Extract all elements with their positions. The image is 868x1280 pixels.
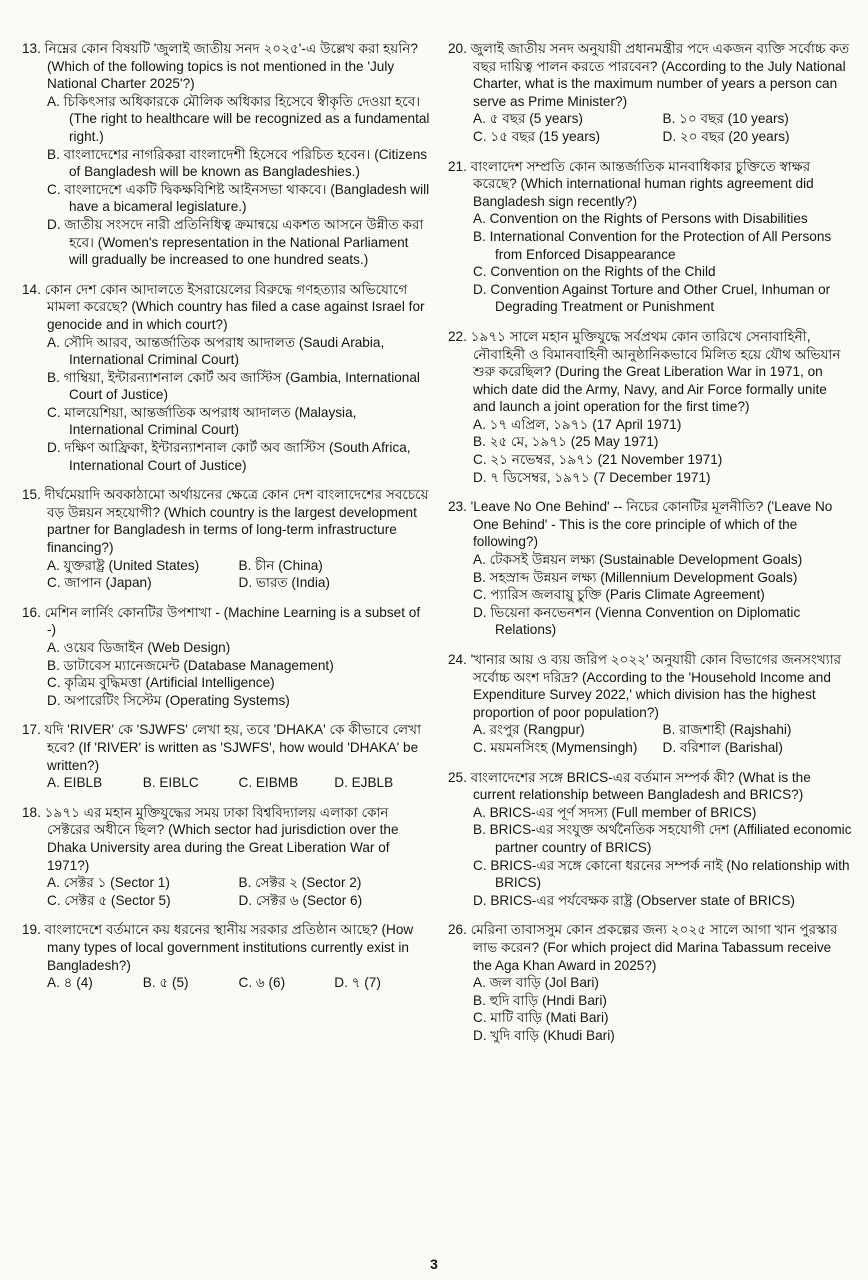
question-block [22, 281, 430, 475]
options-grid [22, 557, 430, 592]
answer-option: B. হুদি বাড়ি (Hndi Bari) [473, 992, 607, 1008]
answer-option: C. ময়মনসিংহ (Mymensingh) [473, 739, 638, 755]
question-text: 26. মেরিনা তাবাসসুম কোন প্রকল্পের জন্য ২০২৫ সালে আগা খান পুরস্কার লাভ করেন? (For which project did Marina Tabassum receive the Aga Khan Award in 2025?) [448, 922, 838, 973]
question-text: 13. নিম্নের কোন বিষয়টি 'জুলাই জাতীয় সনদ ২০২৫'-এ উল্লেখ করা হয়নি? (Which of the following topics is not mentioned in the 'July National Charter 2025'?) [22, 41, 418, 92]
question-text: 22. ১৯৭১ সালে মহান মুক্তিযুদ্ধে সর্বপ্রথম কোন তারিখে সেনাবাহিনী, নৌবাহিনী ও বিমানবাহিনী আনুষ্ঠানিকভাবে মিলিত হয়ে যৌথ অভিযান শুরু করেছিল? (During the Great Liberation War in 1971, on which date did the Army, Navy, and Air Force formally unite and launch a joint operation for the first time?) [448, 328, 841, 415]
answer-option: B. সেক্টর ২ (Sector 2) [238, 875, 362, 891]
question-text: 14. কোন দেশ কোন আদালতে ইসরায়েলের বিরুদ্ধে গণহত্যার অভিযোগে মামলা করেছে? (Which country has filed a case against Israel for genocide and in which court?) [22, 281, 425, 332]
question-text: 24. 'খানার আয় ও ব্যয় জরিপ ২০২২' অনুযায়ী কোন বিভাগের জনসংখ্যার সর্বোচ্চ অংশ দরিদ্র? (According to the 'Household Income and Expenditure Survey 2022,' which division has the highest proportion of poor population?) [448, 652, 842, 720]
answer-option: A. ৫ বছর (5 years) [473, 111, 583, 127]
answer-option: B. ৫ (5) [142, 975, 189, 991]
right-column [448, 40, 852, 1056]
question-text: 25. বাংলাদেশের সঙ্গে BRICS-এর বর্তমান সম্পর্ক কী? (What is the current relationship between Bangladesh and BRICS?) [448, 769, 811, 803]
answer-option: D. ভারত (India) [238, 575, 330, 591]
answer-option: C. সেক্টর ৫ (Sector 5) [47, 892, 171, 908]
answer-option: A. সৌদি আরব, আন্তর্জাতিক অপরাধ আদালত (Saudi Arabia, International Criminal Court) [47, 334, 385, 368]
answer-option: C. EIBMB [238, 775, 299, 791]
answer-option: B. BRICS-এর সংযুক্ত অর্থনৈতিক সহযোগী দেশ (Affiliated economic partner country of BRICS) [473, 822, 852, 855]
answer-option: B. ১০ বছর (10 years) [662, 111, 789, 127]
answer-option: D. খুদি বাড়ি (Khudi Bari) [473, 1027, 615, 1043]
answer-option: C. জাপান (Japan) [47, 575, 152, 591]
answer-option: C. মালয়েশিয়া, আন্তর্জাতিক অপরাধ আদালত (Malaysia, International Criminal Court) [47, 404, 357, 438]
answer-option: D. সেক্টর ৬ (Sector 6) [238, 892, 363, 908]
question-text: 18. ১৯৭১ এর মহান মুক্তিযুদ্ধের সময় ঢাকা বিশ্ববিদ্যালয় এলাকা কোন সেক্টরের অধীনে ছিল? (Which sector had jurisdiction over the Dhaka University area during the Great Liberation War of 1971?) [22, 804, 399, 873]
answer-option: A. রংপুর (Rangpur) [473, 722, 585, 738]
options-grid [448, 110, 852, 145]
answer-option: A. BRICS-এর পূর্ণ সদস্য (Full member of BRICS) [473, 804, 757, 820]
question-block [448, 921, 852, 1044]
question-text: 23. 'Leave No One Behind' -- নিচের কোনটির মূলনীতি? ('Leave No One Behind' - This is the core principle of which of the following?) [448, 499, 833, 550]
question-block [448, 769, 852, 910]
answer-option: D. ৭ ডিসেম্বর, ১৯৭১ (7 December 1971) [473, 469, 711, 485]
question-block [448, 498, 852, 639]
options-grid [22, 874, 430, 909]
question-block [22, 486, 430, 592]
question-block [22, 804, 430, 910]
answer-option: C. ১৫ বছর (15 years) [473, 128, 601, 144]
answer-option: B. ২৫ মে, ১৯৭১ (25 May 1971) [473, 434, 659, 450]
answer-option: D. ভিয়েনা কনভেনশন (Vienna Convention on Diplomatic Relations) [473, 604, 801, 638]
answer-option: D. বরিশাল (Barishal) [662, 739, 783, 755]
question-block [22, 40, 430, 269]
page-number: 3 [430, 1256, 438, 1272]
answer-option: A. যুক্তরাষ্ট্র (United States) [47, 557, 200, 573]
answer-option: A. চিকিৎসার অধিকারকে মৌলিক অধিকার হিসেবে স্বীকৃতি দেওয়া হবে। (The right to healthcare will be recognized as a fundamental right.) [47, 93, 430, 144]
question-text: 19. বাংলাদেশে বর্তমানে কয় ধরনের স্থানীয় সরকার প্রতিষ্ঠান আছে? (How many types of local government institutions currently exist in Bangladesh?) [22, 922, 414, 973]
answer-option: D. জাতীয় সংসদে নারী প্রতিনিধিত্ব ক্রমান্বয়ে একশত আসনে উন্নীত করা হবে। (Women's representation in the National Parliament will gradually be increased to one hundred seats.) [47, 216, 424, 268]
answer-option: C. BRICS-এর সঙ্গে কোনো ধরনের সম্পর্ক নাই (No relationship with BRICS) [473, 857, 850, 891]
answer-option: C. ২১ নভেম্বর, ১৯৭১ (21 November 1971) [473, 452, 723, 468]
answer-option: A. ওয়েব ডিজাইন (Web Design) [47, 640, 231, 655]
answer-option: A. ৪ (4) [47, 975, 93, 991]
answer-option: B. সহস্রাব্দ উন্নয়ন লক্ষ্য (Millennium Development Goals) [473, 569, 798, 585]
answer-option: A. Convention on the Rights of Persons with Disabilities [473, 211, 808, 227]
question-text: 15. দীর্ঘমেয়াদি অবকাঠামো অর্থায়নের ক্ষেত্রে কোন দেশ বাংলাদেশের সবচেয়ে বড় উন্নয়ন সহযোগী? (Which country is the largest development partner for Bangladesh in terms of long-term infrastructure financing?) [22, 487, 429, 556]
answer-option: C. মাটি বাড়ি (Mati Bari) [473, 1010, 609, 1026]
options-grid [22, 774, 430, 792]
answer-option: D. দক্ষিণ আফ্রিকা, ইন্টারন্যাশনাল কোর্ট অব জাস্টিস (South Africa, International Court of Justice) [47, 440, 411, 473]
question-text: 16. মেশিন লার্নিং কোনটির উপশাখা - (Machine Learning is a subset of -) [22, 604, 421, 638]
question-block [448, 40, 852, 146]
answer-option: D. EJBLB [334, 775, 394, 791]
answer-option: B. গাম্বিয়া, ইন্টারন্যাশনাল কোর্ট অব জাস্টিস (Gambia, International Court of Justice) [47, 369, 420, 403]
answer-option: A. ১৭ এপ্রিল, ১৯৭১ (17 April 1971) [473, 416, 682, 432]
answer-option: A. টেকসই উন্নয়ন লক্ষ্য (Sustainable Development Goals) [473, 552, 803, 568]
question-block [448, 158, 852, 316]
answer-option: C. Convention on the Rights of the Child [473, 264, 716, 280]
answer-option: D. ৭ (7) [334, 975, 381, 991]
question-block [22, 721, 430, 791]
answer-option: C. ৬ (6) [238, 975, 286, 991]
question-block [22, 604, 430, 710]
options-grid [22, 974, 430, 992]
answer-option: B. বাংলাদেশের নাগরিকরা বাংলাদেশী হিসেবে পরিচিত হবেন। (Citizens of Bangladesh will be known as Bangladeshies.) [47, 146, 428, 180]
answer-option: B. EIBLC [142, 775, 199, 791]
question-block [448, 328, 852, 486]
answer-option: A. জল বাড়ি (Jol Bari) [473, 975, 599, 991]
answer-option: D. Convention Against Torture and Other Cruel, Inhuman or Degrading Treatment or Punishment [473, 281, 831, 315]
answer-option: D. BRICS-এর পর্যবেক্ষক রাষ্ট্র (Observer state of BRICS) [473, 892, 795, 908]
answer-option: D. ২০ বছর (20 years) [662, 128, 790, 144]
question-text: 17. যদি 'RIVER' কে 'SJWFS' লেখা হয়, তবে 'DHAKA' কে কীভাবে লেখা হবে? (If 'RIVER' is written as 'SJWFS', how would 'DHAKA' be written?) [22, 722, 422, 773]
question-text: 21. বাংলাদেশ সম্প্রতি কোন আন্তর্জাতিক মানবাধিকার চুক্তিতে স্বাক্ষর করেছে? (Which international human rights agreement did Bangladesh sign recently?) [448, 158, 814, 209]
answer-option: A. সেক্টর ১ (Sector 1) [47, 875, 170, 891]
answer-option: D. অপারেটিং সিস্টেম (Operating Systems) [47, 692, 290, 708]
question-block [448, 651, 852, 757]
answer-option: C. কৃত্রিম বুদ্ধিমত্তা (Artificial Intelligence) [47, 675, 275, 691]
question-text: 20. জুলাই জাতীয় সনদ অনুযায়ী প্রধানমন্ত্রীর পদে একজন ব্যক্তি সর্বোচ্চ কত বছর দায়িত্ব পালন করতে পারবেন? (According to the July National Charter, what is the maximum number of years a person can serve as Prime Minister?) [448, 41, 850, 109]
answer-option: A. EIBLB [47, 775, 103, 791]
answer-option: C. বাংলাদেশে একটি দ্বিকক্ষবিশিষ্ট আইনসভা থাকবে। (Bangladesh will have a bicameral legislature.) [47, 181, 430, 215]
answer-option: C. প্যারিস জলবায়ু চুক্তি (Paris Climate Agreement) [473, 587, 765, 603]
left-column [22, 40, 430, 1004]
answer-option: B. রাজশাহী (Rajshahi) [662, 722, 792, 738]
options-grid [448, 721, 852, 756]
question-block [22, 921, 430, 991]
answer-option: B. চীন (China) [238, 557, 323, 573]
answer-option: B. ডাটাবেস ম্যানেজমেন্ট (Database Management) [47, 657, 334, 673]
answer-option: B. International Convention for the Protection of All Persons from Enforced Disappearance [473, 228, 832, 262]
